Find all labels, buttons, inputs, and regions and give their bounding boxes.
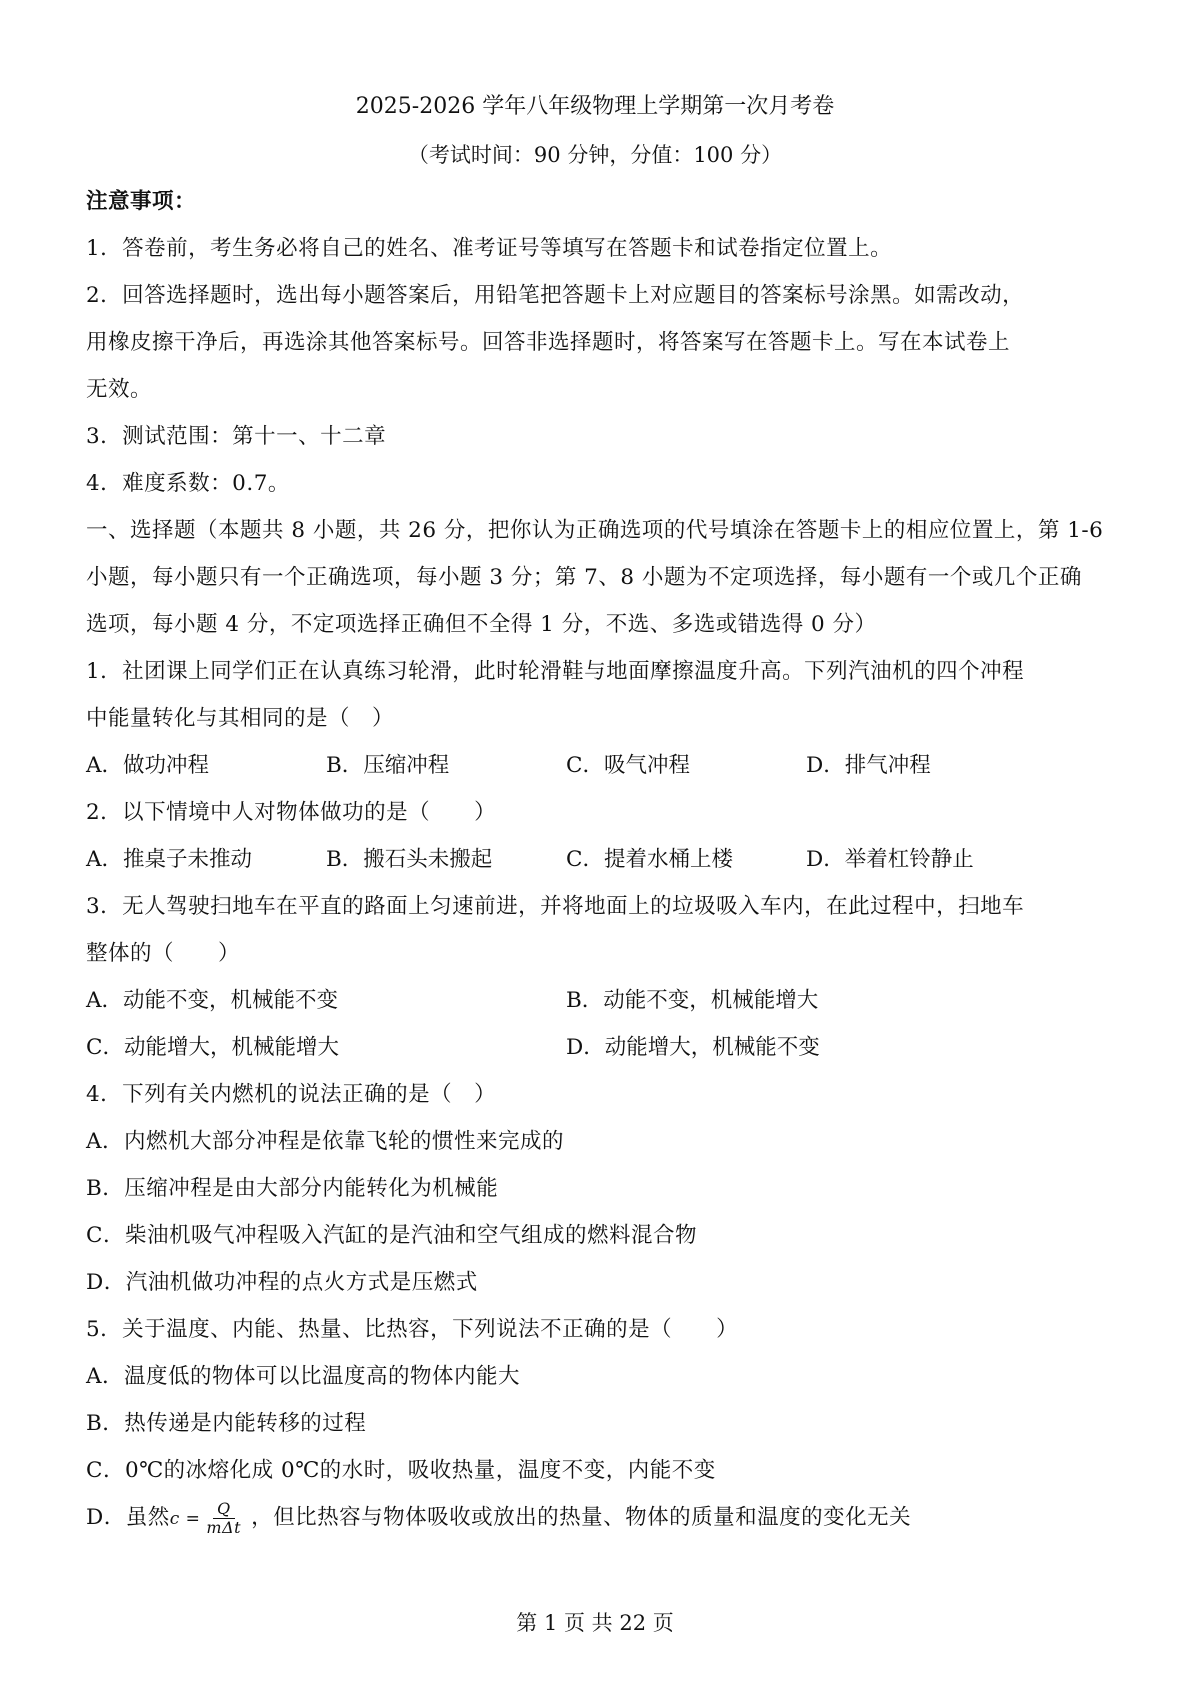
option-c: C．动能增大，机械能增大 xyxy=(86,1035,339,1060)
option-b: B．动能不变，机械能增大 xyxy=(566,988,819,1013)
option-a: A．动能不变，机械能不变 xyxy=(86,988,339,1013)
notice-line: 无效。 xyxy=(86,377,153,402)
option-row xyxy=(86,977,1104,1024)
formula-lhs: c = xyxy=(169,1509,201,1529)
option-d xyxy=(86,1494,1104,1543)
section-one-instructions xyxy=(86,507,1104,648)
question-stem: 中能量转化与其相同的是（ ） xyxy=(86,706,395,731)
notice-line: 2．回答选择题时，选出每小题答案后，用铅笔把答题卡上对应题目的答案标号涂黑。如需改动， xyxy=(86,283,1025,308)
question-stem: 4．下列有关内燃机的说法正确的是（ ） xyxy=(86,1082,497,1107)
option-row xyxy=(86,742,1104,789)
option-c: C．提着水桶上楼 xyxy=(566,847,733,872)
question-stem: 1．社团课上同学们正在认真练习轮滑，此时轮滑鞋与地面摩擦温度升高。下列汽油机的四个冲程 xyxy=(86,659,1025,684)
option-b: B．热传递是内能转移的过程 xyxy=(86,1411,367,1436)
notice-line: 4．难度系数：0.7。 xyxy=(86,471,290,496)
option-a: A．做功冲程 xyxy=(86,753,210,778)
option-row xyxy=(86,836,1104,883)
option-b: B．搬石头未搬起 xyxy=(326,847,493,872)
option-d-prefix: D．虽然 xyxy=(86,1505,170,1530)
option-b: B．压缩冲程是由大部分内能转化为机械能 xyxy=(86,1176,499,1201)
option-b: B．压缩冲程 xyxy=(326,753,450,778)
notice-line: 用橡皮擦干净后，再选涂其他答案标号。回答非选择题时，将答案写在答题卡上。写在本试卷上 xyxy=(86,330,1011,355)
question-stem: 5．关于温度、内能、热量、比热容，下列说法不正确的是（ ） xyxy=(86,1317,739,1342)
question-4 xyxy=(86,1071,1104,1306)
question-stem: 3．无人驾驶扫地车在平直的路面上匀速前进，并将地面上的垃圾吸入车内，在此过程中，扫地车 xyxy=(86,894,1025,919)
option-a: A．内燃机大部分冲程是依靠飞轮的惯性来完成的 xyxy=(86,1129,565,1154)
question-5 xyxy=(86,1306,1104,1543)
question-stem: 2．以下情境中人对物体做功的是（ ） xyxy=(86,800,497,825)
formula-numerator: Q xyxy=(213,1500,235,1519)
exam-title: 2025-2026 学年八年级物理上学期第一次月考卷 xyxy=(355,94,835,119)
notice-section xyxy=(86,178,1104,507)
formula-denominator: mΔt xyxy=(206,1517,242,1537)
option-d: D．动能增大，机械能不变 xyxy=(566,1035,820,1060)
specific-heat-formula xyxy=(202,1500,245,1537)
section-line: 一、选择题（本题共 8 小题，共 26 分，把你认为正确选项的代号填涂在答题卡上的相应位置上，第 1-6 xyxy=(86,518,1104,543)
option-a: A．推桌子未推动 xyxy=(86,847,253,872)
option-a: A．温度低的物体可以比温度高的物体内能大 xyxy=(86,1364,521,1389)
section-line: 小题，每小题只有一个正确选项，每小题 3 分；第 7、8 小题为不定项选择，每小题有一个或几个正确 xyxy=(86,565,1082,590)
question-3 xyxy=(86,883,1104,1071)
section-line: 选项，每小题 4 分，不定项选择正确但不全得 1 分，不选、多选或错选得 0 分） xyxy=(86,612,877,637)
page-footer: 第 1 页 共 22 页 xyxy=(516,1611,674,1635)
notice-line: 1．答卷前，考生务必将自己的姓名、准考证号等填写在答题卡和试卷指定位置上。 xyxy=(86,236,893,261)
exam-page xyxy=(86,92,1104,1543)
option-row xyxy=(86,1024,1104,1071)
question-1 xyxy=(86,648,1104,789)
question-stem: 整体的（ ） xyxy=(86,941,241,966)
option-d-suffix: ，但比热容与物体吸收或放出的热量、物体的质量和温度的变化无关 xyxy=(251,1505,912,1530)
notice-line: 3．测试范围：第十一、十二章 xyxy=(86,424,387,449)
option-c: C．0℃的冰熔化成 0℃的水时，吸收热量，温度不变，内能不变 xyxy=(86,1458,716,1483)
exam-subtitle: （考试时间：90 分钟，分值：100 分） xyxy=(407,143,783,167)
option-d: D．汽油机做功冲程的点火方式是压燃式 xyxy=(86,1270,478,1295)
option-d: D．排气冲程 xyxy=(806,753,931,778)
option-c: C．吸气冲程 xyxy=(566,753,690,778)
notice-heading: 注意事项： xyxy=(86,189,197,214)
option-c: C．柴油机吸气冲程吸入汽缸的是汽油和空气组成的燃料混合物 xyxy=(86,1223,697,1248)
question-2 xyxy=(86,789,1104,883)
option-d: D．举着杠铃静止 xyxy=(806,847,974,872)
